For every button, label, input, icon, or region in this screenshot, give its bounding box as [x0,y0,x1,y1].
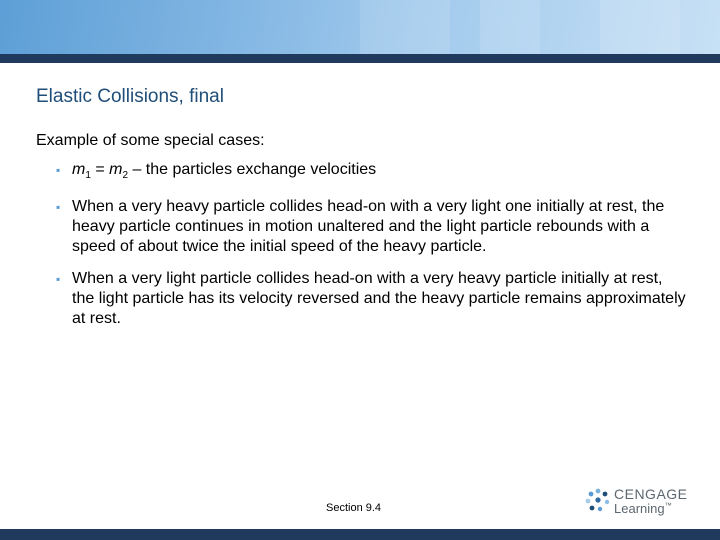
bullet-square-icon: ▪ [56,272,61,287]
mass-1-symbol: m [72,161,86,178]
banner-facet [360,0,450,54]
bullet-square-icon: ▪ [56,163,61,177]
banner-facet [600,0,680,54]
bullet-text: When a very light particle collides head-on with a very heavy particle initially at rest, the light particle has its velocity reversed and the heavy particle remains approximately at rest. [72,270,686,328]
cengage-dots-icon [585,488,611,514]
mass-1-subscript: 1 [85,170,91,182]
slide-title: Elastic Collisions, final [36,86,224,107]
footer-rule [0,529,720,540]
banner-facet [480,0,540,54]
bullet-text: – the particles exchange velocities [128,161,377,178]
intro-text: Example of some special cases: [36,132,265,149]
header-rule [0,54,720,63]
bullet-item [36,197,686,257]
bullet-item [36,269,686,329]
equals-sign: = [90,161,110,178]
logo-text: CENGAGE [614,486,688,502]
section-label: Section 9.4 [326,502,382,514]
bullet-square-icon: ▪ [56,200,61,215]
header-banner [0,0,720,54]
mass-2-symbol: m [109,161,123,178]
bullet-list [36,160,686,329]
mass-2-subscript: 2 [122,170,129,182]
bullet-item [36,160,686,186]
publisher-logo [585,486,695,518]
slide-body [36,131,686,340]
logo-text-secondary: Learning™ [614,501,672,516]
bullet-text: When a very heavy particle collides head-on with a very light one initially at rest, the heavy particle continues in motion unaltered and the light particle rebounds with a speed of about twice the initial speed of the heavy particle. [72,198,665,256]
